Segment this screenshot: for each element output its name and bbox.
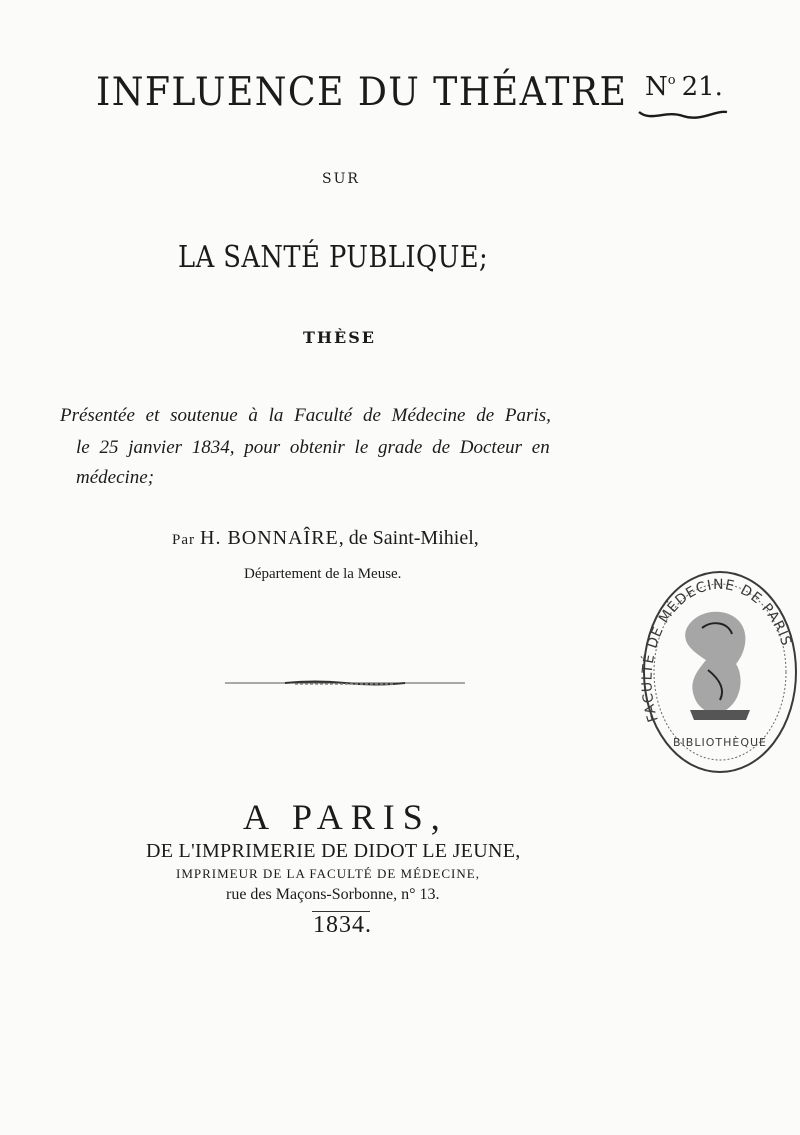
number-value: 21.	[681, 72, 723, 102]
author-par: Par	[172, 532, 195, 548]
faculty-library-stamp	[628, 560, 800, 790]
thesis-subtitle: LA SANTÉ PUBLIQUE;	[178, 240, 489, 275]
author-origin: , de Saint-Mihiel,	[338, 527, 479, 549]
conjunction-sur: SUR	[322, 171, 360, 187]
number-suffix: o	[667, 73, 676, 88]
imprint-printer-role: IMPRIMEUR DE LA FACULTÉ DE MÉDECINE,	[176, 866, 480, 881]
number-prefix: N	[645, 72, 668, 102]
number-swash-ornament	[637, 108, 729, 122]
author-line	[172, 527, 479, 550]
stamp-outer-text: FACULTÉ DE MÉDECINE DE PARIS	[639, 576, 795, 724]
thesis-number	[645, 72, 723, 102]
imprint-year: 1834.	[313, 912, 372, 938]
imprint-city: A PARIS,	[243, 797, 448, 837]
author-name: H. BONNAÎRE	[200, 527, 339, 549]
intro-line-3: médecine;	[76, 467, 155, 488]
imprint-printer: DE L'IMPRIMERIE DE DIDOT LE JEUNE,	[146, 840, 521, 862]
thesis-title: INFLUENCE DU THÉATRE	[96, 70, 628, 115]
decorative-rule	[225, 678, 465, 688]
stamp-bottom-text: BIBLIOTHÈQUE	[673, 736, 767, 749]
imprint-address: rue des Maçons-Sorbonne, n° 13.	[226, 886, 440, 903]
intro-line-1: Présentée et soutenue à la Faculté de Médecine de Paris,	[60, 405, 551, 426]
intro-line-2: le 25 janvier 1834, pour obtenir le grade de Docteur en	[76, 437, 550, 458]
these-heading: THÈSE	[303, 328, 376, 347]
department-line: Département de la Meuse.	[244, 566, 402, 582]
